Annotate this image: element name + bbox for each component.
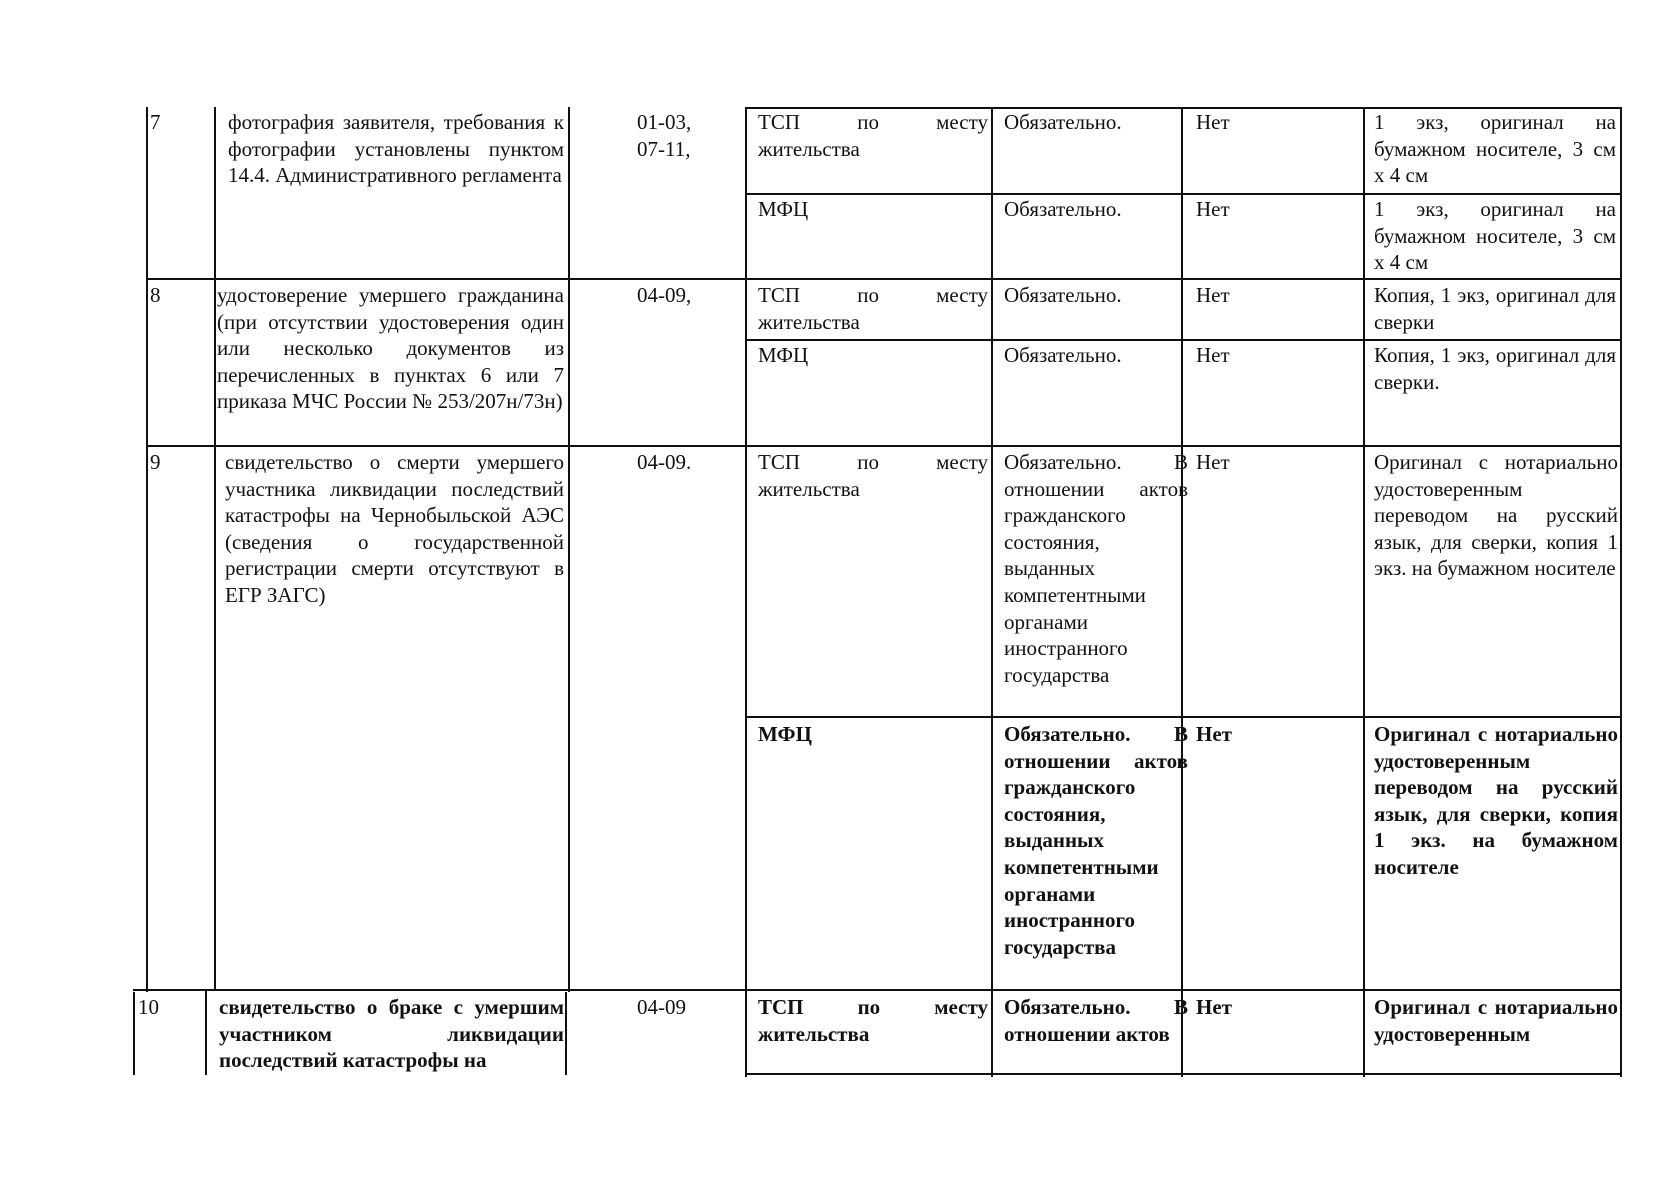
requirement: Обязательно. В отношении актов	[1004, 995, 1188, 1046]
grid-line	[565, 992, 567, 1075]
grid-line	[1363, 107, 1365, 1077]
situation-codes: 01-03, 07-11,	[637, 110, 692, 161]
document-form: 1 экз, оригинал на бумажном носителе, 3 см х 4 см	[1374, 197, 1616, 274]
submission-place: МФЦ	[758, 722, 812, 746]
document-description: свидетельство о смерти умершего участника ликвидации последствий катастрофы на Чернобыльской АЭС (сведения о государственной регистрации смерти отсутствуют в ЕГР ЗАГС)	[225, 450, 564, 607]
situation-codes: 04-09	[637, 995, 686, 1019]
flag: Нет	[1196, 995, 1232, 1019]
requirement: Обязательно.	[1004, 283, 1122, 307]
document-form: 1 экз, оригинал на бумажном носителе, 3 см х 4 см	[1374, 110, 1616, 187]
requirement: Обязательно.	[1004, 197, 1122, 221]
document-form: Копия, 1 экз, оригинал для сверки	[1374, 283, 1616, 334]
flag: Нет	[1196, 283, 1230, 307]
flag: Нет	[1196, 343, 1230, 367]
requirement: Обязательно.	[1004, 343, 1122, 367]
grid-line	[746, 339, 1622, 341]
document-description: удостоверение умершего гражданина (при отсутствии удостоверения один или несколько документов из перечисленных в пунктах 6 или 7 приказа МЧС России № 253/207н/73н)	[217, 283, 564, 413]
document-form: Копия, 1 экз, оригинал для сверки.	[1374, 343, 1616, 394]
document-form: Оригинал с нотариально удостоверенным	[1374, 995, 1618, 1046]
document-description: свидетельство о браке с умершим участником ликвидации последствий катастрофы на	[219, 995, 564, 1072]
row-number: 8	[150, 283, 161, 307]
situation-codes: 04-09.	[637, 450, 692, 474]
grid-line	[146, 445, 1622, 447]
submission-place: ТСП по месту жительства	[758, 995, 988, 1046]
grid-line	[745, 107, 747, 1077]
submission-place: ТСП по месту жительства	[758, 110, 988, 161]
flag: Нет	[1196, 450, 1230, 474]
grid-line	[146, 107, 148, 992]
document-description: фотография заявителя, требования к фотографии установлены пунктом 14.4. Административного регламента	[228, 110, 564, 187]
grid-line	[205, 989, 207, 1075]
grid-line	[568, 107, 570, 992]
row-number: 9	[150, 450, 161, 474]
document-form: Оригинал с нотариально удостоверенным переводом на русский язык, для сверки, копия 1 экз. на бумажном носителе	[1374, 450, 1618, 581]
document-form: Оригинал с нотариально удостоверенным переводом на русский язык, для сверки, копия 1 экз. на бумажном носителе	[1374, 722, 1618, 879]
grid-line	[214, 107, 216, 989]
requirement: Обязательно. В отношении актов гражданского состояния, выданных компетентными органами иностранного государства	[1004, 450, 1188, 687]
grid-line	[991, 107, 993, 1077]
grid-line	[746, 193, 1622, 195]
row-number: 7	[150, 110, 161, 134]
submission-place: ТСП по месту жительства	[758, 450, 988, 501]
requirement: Обязательно. В отношении актов гражданского состояния, выданных компетентными органами иностранного государства	[1004, 722, 1188, 959]
grid-line	[1620, 107, 1622, 1077]
submission-place: МФЦ	[758, 343, 809, 367]
flag: Нет	[1196, 197, 1230, 221]
row-number: 10	[138, 995, 159, 1019]
submission-place: МФЦ	[758, 197, 809, 221]
requirement: Обязательно.	[1004, 110, 1122, 134]
flag: Нет	[1196, 722, 1232, 746]
grid-line	[133, 992, 135, 1075]
grid-line	[133, 989, 1622, 991]
grid-line	[746, 716, 1622, 718]
submission-place: ТСП по месту жительства	[758, 283, 988, 334]
situation-codes: 04-09,	[637, 283, 692, 307]
grid-line	[746, 1073, 1622, 1075]
grid-line	[146, 278, 1622, 280]
flag: Нет	[1196, 110, 1230, 134]
